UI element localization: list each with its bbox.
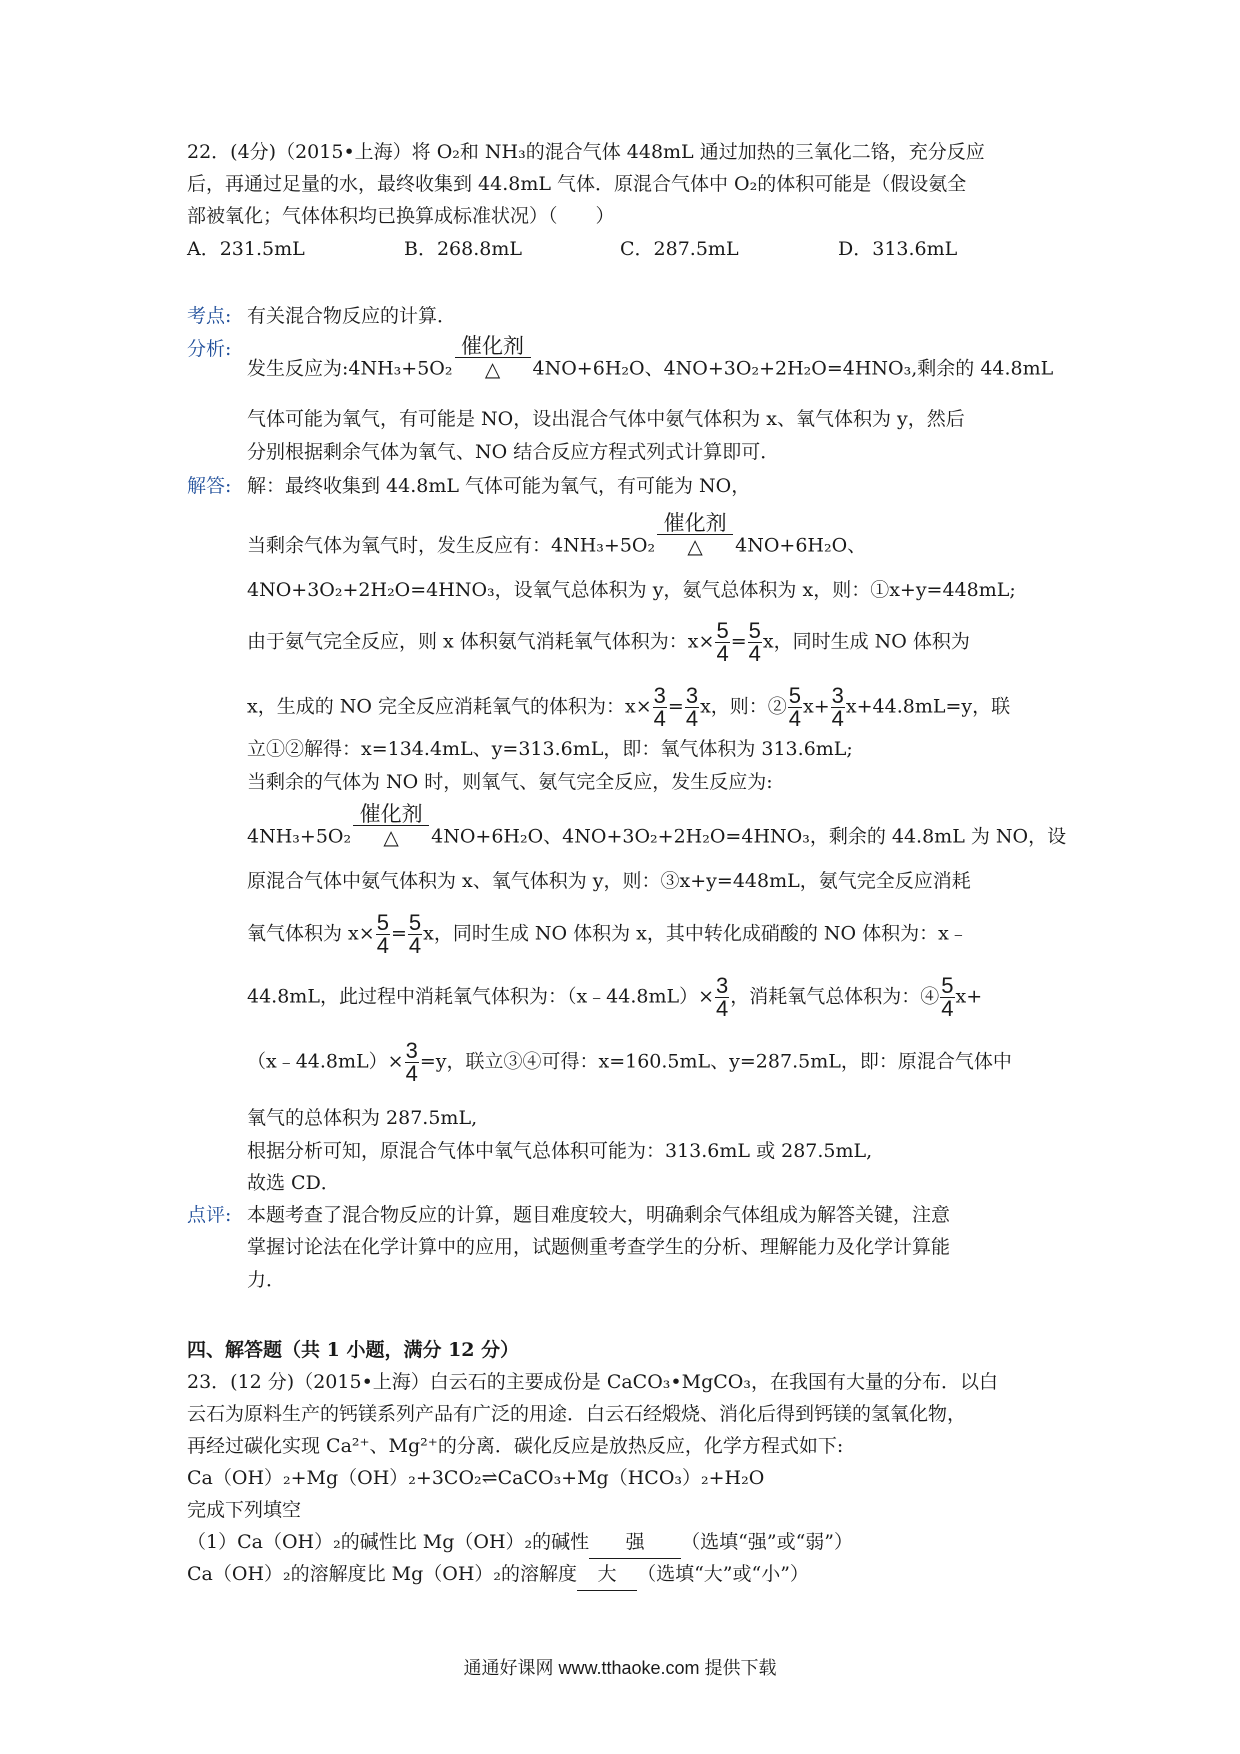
q22-line-1: 22．(4分)（2015•上海）将 O₂和 NH₃的混合气体 448mL 通过加热的三氧化二铬，充分反应: [187, 141, 985, 163]
dianping-line-2: 掌握讨论法在化学计算中的应用，试题侧重考查学生的分析、理解能力及化学计算能: [247, 1236, 951, 1258]
catalyst-condition: 催化剂 △: [353, 803, 429, 848]
q23-part-1-line-1: （1）Ca（OH）₂的碱性比 Mg（OH）₂的碱性 强 （选填“强”或“弱”）: [187, 1526, 853, 1559]
jieda-line-3: 4NO+3O₂+2H₂O=4HNO₃，设氧气总体积为 y，氨气总体积为 x，则：①x+y=448mL;: [247, 579, 1016, 601]
q23-part-1-line-2: Ca（OH）₂的溶解度比 Mg（OH）₂的溶解度 大 （选填“大”或“小”）: [187, 1558, 809, 1591]
q22-option-c: C．287.5mL: [620, 238, 739, 260]
jieda-line-1: 解：最终收集到 44.8mL 气体可能为氧气，有可能为 NO，: [247, 475, 751, 497]
fraction-five-fourths: $\frac{5}{4}$: [716, 618, 729, 666]
jieda-line-7: 当剩余的气体为 NO 时，则氧气、氨气完全反应，发生反应为:: [247, 771, 773, 793]
answer-blank-strong: 强: [589, 1526, 681, 1559]
jieda-line-4: 由于氨气完全反应，则 x 体积氨气消耗氧气体积为：x× $\frac{5}{4}$ = $\frac{5}{4}$ x，同时生成 NO 体积为: [247, 618, 970, 666]
dianping-label: 点评:: [187, 1204, 232, 1226]
fraction-five-fourths: $\frac{5}{4}$: [408, 910, 422, 958]
jieda-line-12: （x﹣44.8mL）× $\frac{3}{4}$ =y，联立③④可得：x=160.5mL、y=287.5mL，即：原混合气体中: [247, 1038, 1012, 1086]
jieda-label: 解答:: [187, 475, 232, 497]
jieda-line-11: 44.8mL，此过程中消耗氧气体积为：（x﹣44.8mL）× $\frac{3}{4}$ ，消耗氧气总体积为：④ $\frac{5}{4}$ x+: [247, 973, 983, 1021]
jieda-line-13: 氧气的总体积为 287.5mL,: [247, 1107, 478, 1129]
dianping-line-3: 力．: [247, 1269, 286, 1291]
q22-option-b: B．268.8mL: [404, 238, 522, 260]
fenxi-line-2: 气体可能为氧气，有可能是 NO，设出混合气体中氨气体积为 x、氧气体积为 y，然后: [247, 408, 965, 430]
fraction-three-fourths: $\frac{3}{4}$: [831, 683, 844, 731]
q23-line-3: 再经过碳化实现 Ca²⁺、Mg²⁺的分离．碳化反应是放热反应，化学方程式如下:: [187, 1435, 844, 1457]
page-footer: 通通好课网 www.tthaoke.com 提供下载: [463, 1658, 777, 1678]
section-title: 四、解答题（共 1 小题，满分 12 分）: [187, 1339, 520, 1361]
fraction-five-fourths: $\frac{5}{4}$: [788, 683, 802, 731]
jieda-line-9: 原混合气体中氨气体积为 x、氧气体积为 y，则：③x+y=448mL，氨气完全反应消耗: [247, 870, 971, 892]
q23-line-1: 23．(12 分)（2015•上海）白云石的主要成份是 CaCO₃•MgCO₃，在我国有大量的分布．以白: [187, 1371, 998, 1393]
q22-option-d: D．313.6mL: [838, 238, 958, 260]
q22-line-2: 后，再通过足量的水，最终收集到 44.8mL 气体．原混合气体中 O₂的体积可能是（假设氨全: [187, 173, 967, 195]
q23-line-5: 完成下列填空: [187, 1499, 302, 1521]
jieda-line-6: 立①②解得：x=134.4mL、y=313.6mL，即：氧气体积为 313.6mL;: [247, 738, 853, 760]
q23-equation: Ca（OH）₂+Mg（OH）₂+3CO₂⇌CaCO₃+Mg（HCO₃）₂+H₂O: [187, 1467, 765, 1489]
dianping-line-1: 本题考查了混合物反应的计算，题目难度较大，明确剩余气体组成为解答关键，注意: [247, 1204, 951, 1226]
kaodian-label: 考点:: [187, 305, 232, 327]
fraction-three-fourths: $\frac{3}{4}$: [716, 973, 729, 1021]
kaodian-text: 有关混合物反应的计算．: [247, 305, 457, 327]
jieda-line-14: 根据分析可知，原混合气体中氧气总体积可能为：313.6mL 或 287.5mL,: [247, 1140, 873, 1162]
answer-blank-large: 大: [577, 1558, 637, 1591]
jieda-line-8: 4NH₃+5O₂ 催化剂 △ 4NO+6H₂O、4NO+3O₂+2H₂O=4HNO₃，剩余的 44.8mL 为 NO，设: [247, 802, 1067, 849]
jieda-line-2: 当剩余气体为氧气时，发生反应有：4NH₃+5O₂ 催化剂 △ 4NO+6H₂O、: [247, 511, 867, 558]
q22-line-3: 部被氧化；气体体积均已换算成标准状况）（ ）: [187, 205, 615, 227]
jieda-line-10: 氧气体积为 x× $\frac{5}{4}$ = $\frac{5}{4}$ x，同时生成 NO 体积为 x，其中转化成硝酸的 NO 体积为：x﹣: [247, 910, 968, 958]
jieda-line-15: 故选 CD．: [247, 1172, 340, 1194]
fraction-three-fourths: $\frac{3}{4}$: [405, 1038, 418, 1086]
fraction-five-fourths: $\frac{5}{4}$: [748, 618, 761, 666]
catalyst-condition: 催化剂 △: [455, 335, 531, 380]
fraction-three-fourths: $\frac{3}{4}$: [653, 683, 666, 731]
q23-line-2: 云石为原料生产的钙镁系列产品有广泛的用途．白云石经煅烧、消化后得到钙镁的氢氧化物，: [187, 1403, 967, 1425]
fraction-five-fourths: $\frac{5}{4}$: [941, 973, 954, 1021]
fraction-three-fourths: $\frac{3}{4}$: [685, 683, 699, 731]
fenxi-line-1: 发生反应为:4NH₃+5O₂ 催化剂 △ 4NO+6H₂O、4NO+3O₂+2H₂O=4HNO₃,剩余的 44.8mL: [247, 334, 1054, 381]
fenxi-label: 分析:: [187, 338, 232, 360]
fenxi-line-3: 分别根据剩余气体为氧气、NO 结合反应方程式列式计算即可．: [247, 441, 780, 463]
q22-option-a: A．231.5mL: [187, 238, 305, 260]
jieda-line-5: x，生成的 NO 完全反应消耗氧气的体积为：x× $\frac{3}{4}$ = $\frac{3}{4}$ x，则：② $\frac{5}{4}$ x+ $\frac{3}{4}$ x+44.8mL=y，联: [247, 683, 1011, 731]
fraction-five-fourths: $\frac{5}{4}$: [376, 910, 389, 958]
catalyst-condition: 催化剂 △: [657, 512, 733, 557]
